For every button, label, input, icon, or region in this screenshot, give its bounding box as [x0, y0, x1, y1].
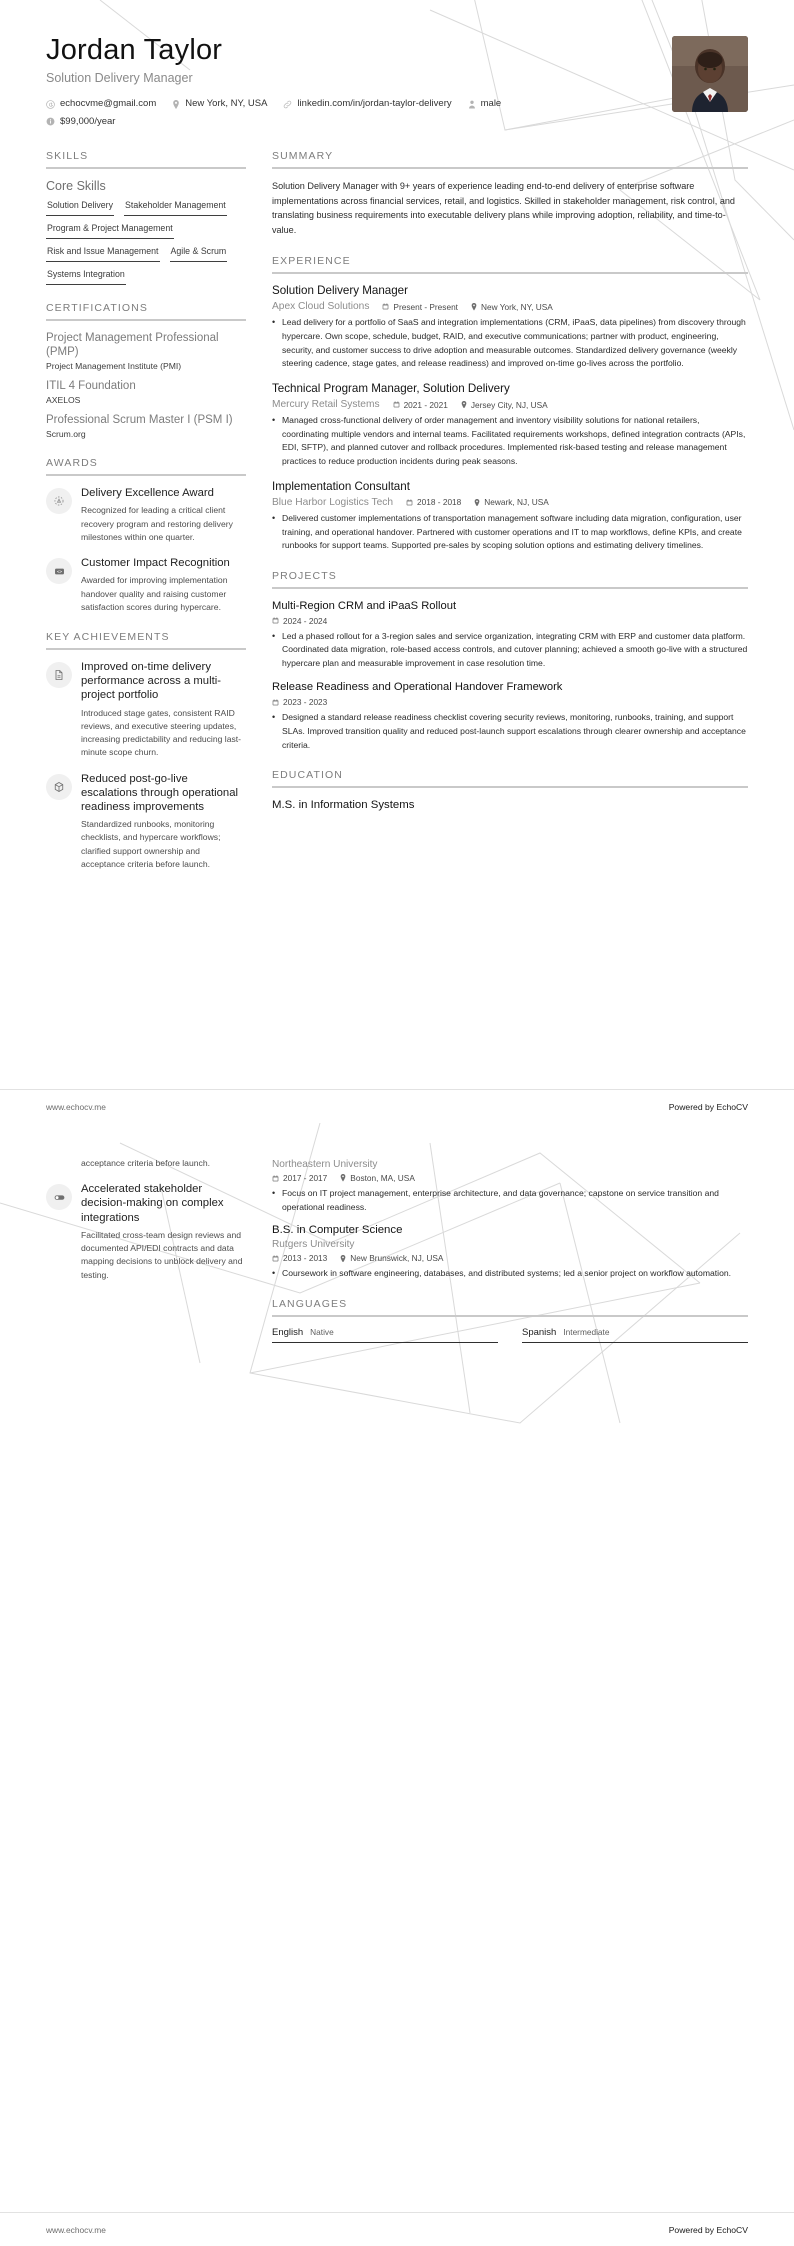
education-dates [272, 1253, 327, 1263]
education-location [340, 1253, 443, 1263]
achievement-item [46, 772, 246, 872]
contact-linkedin-text: linkedin.com/in/jordan-taylor-delivery [297, 98, 452, 110]
language-item [522, 1327, 748, 1343]
left-column [46, 150, 246, 888]
language-list [272, 1327, 748, 1343]
experience-company: Apex Cloud Solutions [272, 301, 370, 313]
location-pin-icon [461, 401, 467, 409]
page-footer [0, 1089, 794, 1123]
achievement-item [46, 1182, 246, 1282]
award-title: Customer Impact Recognition [81, 557, 230, 570]
footer-website[interactable]: www.echocv.me [46, 1101, 106, 1112]
education-location [340, 1173, 415, 1183]
contact-salary-text: $99,000/year [60, 115, 116, 127]
calendar-icon [272, 617, 279, 624]
contact-email[interactable] [46, 98, 156, 110]
footer-website[interactable]: www.echocv.me [46, 2224, 106, 2235]
education-dates-text: 2017 - 2017 [283, 1173, 328, 1183]
project-item [272, 599, 748, 671]
bullet: • Delivered customer implementations of transportation management software including data migration, configuration, user training, and operational handover. Partnered with customer operations and IT to map workflows, define KPIs, and create runbooks for support teams. Supported pre-sales by scoping solution options and estimating delivery timelines. [272, 512, 748, 553]
bullet: • Lead delivery for a portfolio of SaaS and integration implementations (CRM, iPaaS, data pipelines) from discovery through hypercare. Own scope, schedule, budget, RAID, and executive communications; partner with product, engineering, security, and customer success to drive adoption and measurable outcomes. Standardized delivery governance (weekly steering cadence, stage gates, and release readiness) and improved on-time go-lives across the portfolio. [272, 316, 748, 370]
section-summary [272, 150, 748, 238]
avatar [672, 36, 748, 112]
section-awards [46, 457, 246, 614]
certification-org: Scrum.org [46, 428, 86, 439]
experience-dates-text: Present - Present [393, 301, 458, 312]
project-item [272, 680, 748, 752]
experience-bullets [272, 414, 748, 468]
section-title-certifications: CERTIFICATIONS [46, 301, 148, 314]
section-title-summary: SUMMARY [272, 150, 334, 163]
bullet: • Designed a standard release readiness checklist covering security reviews, monitoring, runbooks, training, and support SLAs. Improved transition quality and reduced post-launch support escalations through clearer ownership and acceptance criteria. [272, 711, 748, 752]
project-bullets [272, 630, 748, 671]
education-item [272, 798, 748, 812]
award-item [46, 486, 246, 544]
section-certifications [46, 302, 246, 441]
award-item [46, 556, 246, 614]
certification-org: Project Management Institute (PMI) [46, 360, 182, 371]
education-dates [272, 1173, 327, 1183]
contact-gender-text: male [480, 98, 502, 110]
section-title-key-achievements: KEY ACHIEVEMENTS [46, 631, 170, 644]
skill-tag-list [46, 200, 246, 285]
achievement-title: Accelerated stakeholder decision-making on complex integrations [81, 1183, 224, 1224]
section-divider [272, 167, 748, 169]
experience-location-text: Jersey City, NJ, USA [470, 399, 548, 410]
achievement-continuation-text: acceptance criteria before launch. [81, 1158, 210, 1168]
language-name: English [272, 1326, 304, 1338]
contact-location-text: New York, NY, USA [185, 98, 268, 110]
toggle-icon [46, 1184, 72, 1210]
experience-bullets [272, 512, 748, 553]
header-identity [46, 34, 516, 128]
section-divider [272, 272, 748, 274]
skill-tag: Solution Delivery [46, 200, 114, 216]
experience-dates [406, 497, 461, 507]
document-icon [46, 662, 72, 688]
job-role-subtitle: Solution Delivery Manager [46, 71, 193, 86]
experience-location [471, 302, 553, 312]
skill-tag: Risk and Issue Management [46, 246, 160, 262]
resume-page-2 [0, 1123, 794, 2246]
achievement-description: Standardized runbooks, monitoring checklists, and hypercare workflows; clarified support ownership and acceptance criteria before launch. [81, 819, 221, 870]
skill-tag: Stakeholder Management [124, 200, 227, 216]
section-divider [272, 786, 748, 788]
experience-item [272, 284, 748, 371]
section-divider [272, 587, 748, 589]
footer-branding: Powered by EchoCV [668, 2224, 748, 2235]
person-icon [468, 100, 476, 109]
language-level: Native [310, 1326, 334, 1337]
section-education-continued [272, 1159, 748, 1281]
project-dates-text: 2024 - 2024 [283, 615, 328, 626]
left-column-continued [46, 1157, 246, 1294]
section-languages [272, 1298, 748, 1343]
award-description: Awarded for improving implementation handover quality and raising customer satisfaction scores during hypercare. [81, 575, 228, 612]
scatter-dots-icon [46, 488, 72, 514]
page-title: Jordan Taylor [46, 34, 223, 66]
education-degree: B.S. in Computer Science [272, 1224, 403, 1237]
right-column-continued [272, 1157, 748, 1360]
section-experience [272, 255, 748, 553]
experience-bullets [272, 316, 748, 370]
resume-body-page2 [0, 1123, 794, 1360]
bullet: • Managed cross-functional delivery of order management and inventory visibility solutions for national retailers, coordinating multiple vendors and internal teams. Facilitated requirements workshops, defined integration contracts (APIs, EDI, SFTP), and planned cutover and rollback procedures. Implemented risk-based testing and release management practices to reduce production incidents during peak seasons. [272, 414, 748, 468]
experience-title: Technical Program Manager, Solution Delivery [272, 381, 510, 395]
calendar-icon [406, 499, 413, 506]
experience-title: Solution Delivery Manager [272, 283, 408, 297]
section-education [272, 769, 748, 812]
education-school: Rutgers University [272, 1239, 355, 1251]
certification-org: AXELOS [46, 394, 81, 405]
section-title-experience: EXPERIENCE [272, 254, 351, 267]
salary-icon [46, 117, 55, 126]
project-dates [272, 616, 327, 626]
achievement-title: Improved on-time delivery performance across a multi-project portfolio [81, 661, 222, 702]
education-school: Northeastern University [272, 1159, 378, 1170]
experience-location [474, 497, 549, 507]
email-icon [46, 100, 55, 109]
link-icon [283, 100, 292, 109]
experience-title: Implementation Consultant [272, 479, 410, 493]
section-skills [46, 150, 246, 285]
section-title-education: EDUCATION [272, 769, 343, 782]
calendar-icon [393, 401, 400, 408]
certification-name: Project Management Professional (PMP) [46, 331, 219, 358]
certification-item [46, 331, 246, 372]
bullet: • Led a phased rollout for a 3-region sales and service organization, integrating CRM with ERP and customer data platform. Coordinated data migration, role-based access controls, and cutover planning; achieved a smooth go-live with a structured hypercare plan and measurable improvement in case resolution time. [272, 630, 748, 671]
contact-location [172, 98, 267, 110]
language-level: Intermediate [563, 1326, 610, 1337]
achievement-title: Reduced post-go-live escalations through operational readiness improvements [81, 772, 239, 813]
experience-dates-text: 2021 - 2021 [403, 399, 448, 410]
section-divider [272, 1315, 748, 1317]
footer-branding: Powered by EchoCV [668, 1101, 748, 1112]
skill-group-title: Core Skills [46, 179, 106, 194]
experience-dates [393, 400, 448, 410]
summary-text: Solution Delivery Manager with 9+ years of experience leading end-to-end delivery of enterprise software implementations across financial services, retail, and logistics. Skilled in stakeholder management, risk control, and translating business requirements into executable delivery plans while improving adoption, reliability, and time-to-value. [272, 181, 735, 236]
calendar-icon [272, 1255, 279, 1262]
project-title: Multi-Region CRM and iPaaS Rollout [272, 599, 457, 612]
location-pin-icon [172, 100, 180, 109]
section-divider [46, 319, 246, 321]
education-dates-text: 2013 - 2013 [283, 1253, 328, 1264]
education-degree: M.S. in Information Systems [272, 799, 415, 812]
experience-company: Blue Harbor Logistics Tech [272, 496, 393, 508]
contact-salary [46, 116, 115, 128]
project-title: Release Readiness and Operational Handover Framework [272, 681, 563, 694]
skill-tag: Agile & Scrum [170, 246, 228, 262]
education-location-text: New Brunswick, NJ, USA [350, 1253, 444, 1264]
section-key-achievements [46, 631, 246, 871]
calendar-icon [382, 303, 389, 310]
contact-gender [468, 98, 502, 110]
contact-email-text: echocvme@gmail.com [60, 98, 157, 110]
section-title-projects: PROJECTS [272, 569, 337, 582]
certification-item [46, 413, 246, 440]
language-name: Spanish [522, 1326, 557, 1338]
certification-item [46, 379, 246, 406]
language-item [272, 1327, 498, 1343]
bullet: • Coursework in software engineering, databases, and distributed systems; led a senior project on workflow automation. [272, 1267, 748, 1281]
page-footer [0, 2212, 794, 2246]
calendar-icon [272, 699, 279, 706]
bullet: • Focus on IT project management, enterprise architecture, and data governance; capstone on service transition and operational readiness. [272, 1187, 748, 1214]
achievement-continuation [81, 1157, 246, 1170]
location-pin-icon [340, 1174, 346, 1182]
section-divider [46, 167, 246, 169]
svg-text:<>: <> [56, 569, 62, 575]
experience-item [272, 480, 748, 553]
experience-dates [382, 302, 458, 312]
achievement-description: Introduced stage gates, consistent RAID reviews, and executive steering updates, increasing predictability and reducing last-minute scope churn. [81, 707, 242, 758]
experience-location-text: New York, NY, USA [480, 301, 553, 312]
education-item [272, 1223, 748, 1281]
skill-tag: Systems Integration [46, 269, 126, 285]
education-location-text: Boston, MA, USA [350, 1173, 415, 1183]
code-brackets-icon [46, 558, 72, 584]
achievement-description: Facilitated cross-team design reviews and documented API/EDI contracts and data mapping decisions to unblock delivery and testing. [81, 1229, 243, 1280]
location-pin-icon [471, 303, 477, 311]
right-column [272, 150, 748, 829]
section-projects [272, 570, 748, 752]
education-item [272, 1159, 748, 1214]
contact-list [46, 98, 516, 128]
skill-tag: Program & Project Management [46, 223, 174, 239]
section-title-skills: SKILLS [46, 150, 89, 163]
experience-location [461, 400, 548, 410]
location-pin-icon [340, 1255, 346, 1263]
experience-location-text: Newark, NJ, USA [484, 497, 549, 508]
contact-linkedin[interactable] [283, 98, 451, 110]
experience-company: Mercury Retail Systems [272, 399, 380, 411]
award-title: Delivery Excellence Award [81, 487, 214, 500]
project-dates [272, 697, 327, 707]
section-divider [46, 474, 246, 476]
project-dates-text: 2023 - 2023 [283, 697, 328, 708]
achievement-item [46, 660, 246, 760]
calendar-icon [272, 1175, 279, 1182]
certification-name: ITIL 4 Foundation [46, 379, 136, 392]
section-divider [46, 648, 246, 650]
section-title-languages: LANGUAGES [272, 1297, 348, 1310]
education-bullets [272, 1187, 748, 1214]
resume-body [0, 128, 794, 888]
award-description: Recognized for leading a critical client recovery program and restoring delivery milestones within one quarter. [81, 505, 233, 542]
certification-name: Professional Scrum Master I (PSM I) [46, 413, 233, 426]
cube-icon [46, 774, 72, 800]
experience-item [272, 382, 748, 469]
location-pin-icon [474, 499, 480, 507]
experience-dates-text: 2018 - 2018 [417, 497, 462, 508]
section-title-awards: AWARDS [46, 457, 98, 470]
education-bullets [272, 1267, 748, 1281]
project-bullets [272, 711, 748, 752]
resume-header [0, 0, 794, 128]
